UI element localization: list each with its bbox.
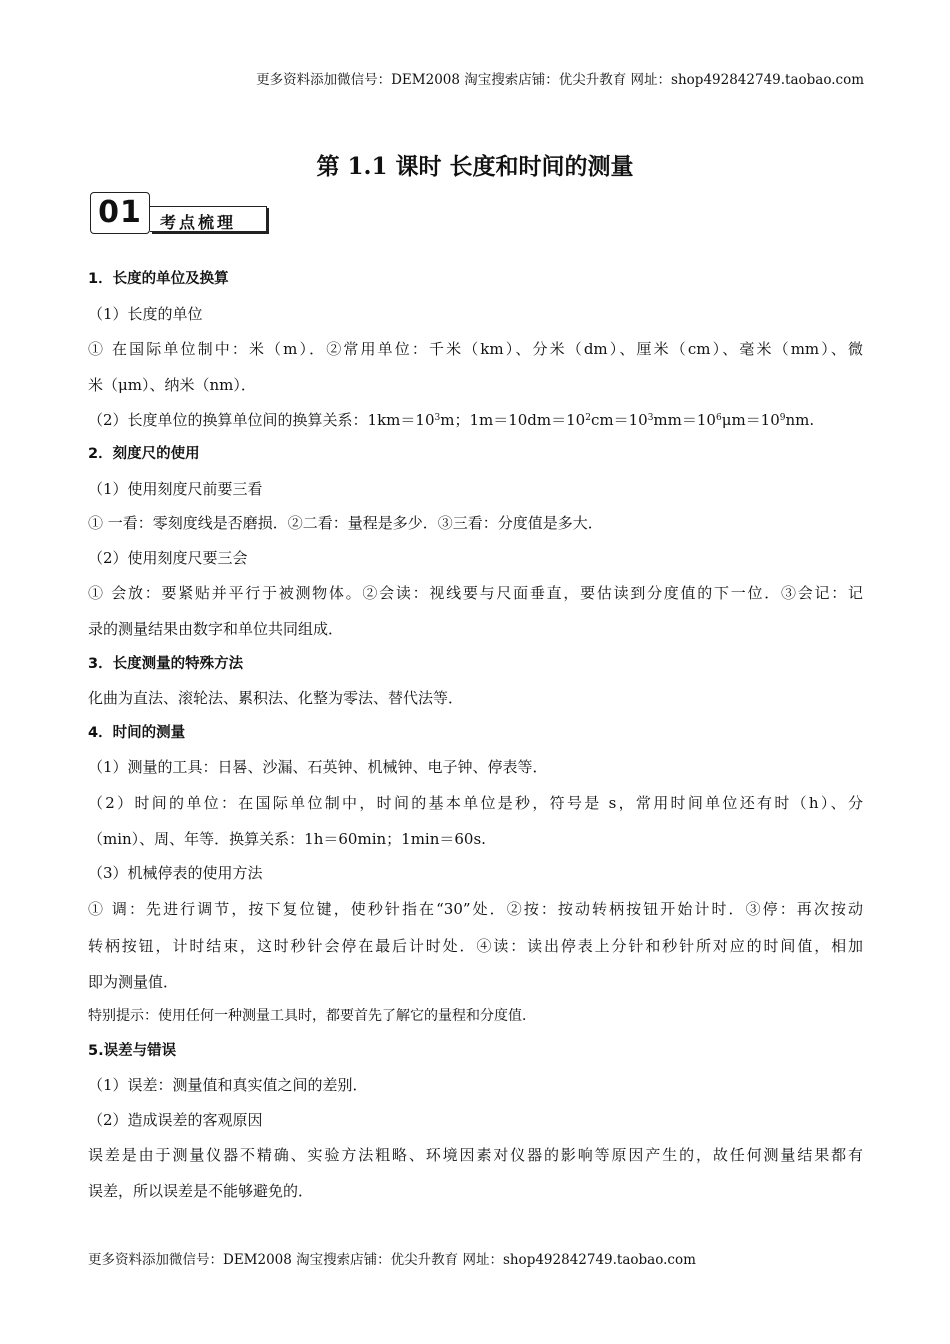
badge-label: 考点梳理	[160, 213, 237, 232]
section-heading: 4．时间的测量	[88, 724, 186, 741]
paragraph: 米（μm）、纳米（nm）．	[88, 376, 256, 394]
paragraph: （2）造成误差的客观原因	[88, 1110, 263, 1129]
paragraph: （2）时间的单位：在国际单位制中，时间的基本单位是秒，符号是 s，常用时间单位还有时（h）、分	[88, 793, 863, 812]
paragraph: ① 在国际单位制中：米（m）．②常用单位：千米（km）、分米（dm）、厘米（cm）、毫米（mm）、微	[88, 340, 863, 358]
section-badge	[90, 192, 270, 238]
section-heading: 1．长度的单位及换算	[88, 271, 229, 287]
paragraph: ① 会放：要紧贴并平行于被测物体。②会读：视线要与尺面垂直，要估读到分度值的下一位．③会记：记	[88, 584, 863, 602]
paragraph: （3）机械停表的使用方法	[88, 864, 263, 882]
paragraph: （1）长度的单位	[88, 304, 203, 323]
header-note: 更多资料添加微信号：DEM2008 淘宝搜索店铺：优尖升教育 网址：shop492842749.taobao.com	[256, 72, 864, 88]
paragraph: （2）使用刻度尺要三会	[88, 548, 248, 567]
document-body	[88, 262, 863, 1209]
paragraph: （1）使用刻度尺前要三看	[88, 479, 263, 498]
footer-note: 更多资料添加微信号：DEM2008 淘宝搜索店铺：优尖升教育 网址：shop492842749.taobao.com	[88, 1252, 696, 1268]
paragraph: 误差是由于测量仪器不精确、实验方法粗略、环境因素对仪器的影响等原因产生的，故任何测量结果都有	[88, 1146, 863, 1164]
section-heading: 3．长度测量的特殊方法	[88, 655, 244, 672]
paragraph: 转柄按钮，计时结束，这时秒针会停在最后计时处．④读：读出停表上分针和秒针所对应的时间值，相加	[88, 936, 863, 955]
paragraph: 即为测量值．	[88, 972, 179, 991]
paragraph: （min）、周、年等．换算关系：1h＝60min；1min＝60s.	[88, 829, 486, 848]
paragraph: ① 调：先进行调节，按下复位键，使秒针指在“30”处．②按：按动转柄按钮开始计时．③停：再次按动	[88, 899, 863, 918]
section-heading: 2．刻度尺的使用	[88, 446, 200, 462]
badge-number: 01	[90, 192, 150, 234]
conversion-formula: （2）长度单位的换算单位间的换算关系：$1km=10^3m$；$1m=10dm=10^2cm=10^3mm=10^6\mu m=10^9nm$.	[88, 410, 815, 429]
paragraph: 录的测量结果由数字和单位共同组成．	[88, 620, 344, 638]
section-heading: 5.误差与错误	[88, 1042, 177, 1059]
page-title: 第 1.1 课时 长度和时间的测量	[316, 153, 634, 180]
paragraph: （1）误差：测量值和真实值之间的差别．	[88, 1076, 368, 1094]
paragraph: ① 一看：零刻度线是否磨损．②二看：量程是多少．③三看：分度值是多大．	[88, 514, 603, 532]
special-tip: 特别提示：使用任何一种测量工具时，都要首先了解它的量程和分度值．	[88, 1008, 536, 1024]
paragraph: （1）测量的工具：日晷、沙漏、石英钟、机械钟、电子钟、停表等．	[88, 758, 548, 776]
paragraph: 化曲为直法、滚轮法、累积法、化整为零法、替代法等．	[88, 689, 464, 707]
paragraph: 误差，所以误差是不能够避免的．	[88, 1182, 314, 1200]
